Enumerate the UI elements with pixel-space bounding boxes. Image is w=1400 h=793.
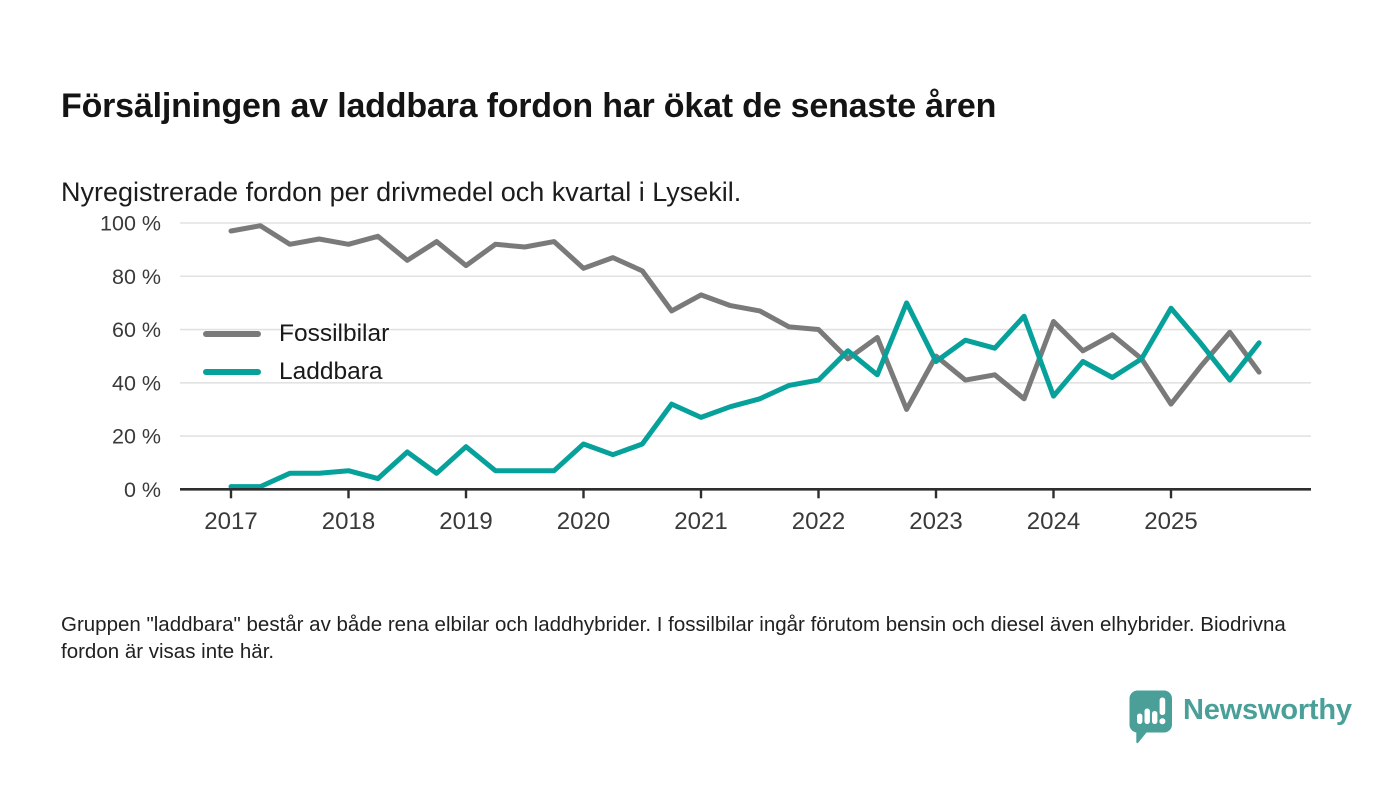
x-tick-label: 2018: [321, 508, 376, 535]
x-tick-label: 2017: [204, 508, 258, 535]
y-tick-label: 100 %: [100, 211, 161, 236]
legend-label-fossilbilar: Fossilbilar: [279, 320, 390, 347]
y-tick-label: 80 %: [111, 264, 161, 289]
legend-swatch-laddbara: [203, 369, 261, 376]
x-tick-label: 2020: [556, 508, 611, 535]
chart-legend: [203, 315, 389, 391]
y-tick-label: 40 %: [111, 371, 161, 396]
x-tick-label: 2024: [1026, 508, 1081, 535]
y-tick-label: 20 %: [111, 424, 161, 449]
y-tick-label: 0 %: [123, 477, 161, 502]
x-tick-label: 2022: [791, 508, 846, 535]
newsworthy-logo-icon: [1129, 690, 1173, 748]
legend-swatch-fossilbilar: [203, 331, 261, 338]
x-tick-label: 2019: [439, 508, 493, 535]
y-tick-label: 60 %: [111, 318, 161, 343]
x-tick-label: 2025: [1144, 508, 1198, 535]
x-tick-label: 2021: [674, 508, 728, 535]
speech-bubble-shape: [1130, 691, 1173, 744]
newsworthy-logo: [1129, 690, 1352, 748]
x-tick-label: 2023: [909, 508, 963, 535]
chart-subtitle: Nyregistrerade fordon per drivmedel och kvartal i Lysekil.: [61, 177, 742, 207]
legend-label-laddbara: Laddbara: [279, 358, 383, 385]
page-title: Försäljningen av laddbara fordon har ökat de senaste åren: [61, 86, 997, 125]
legend-item-laddbara: [203, 353, 389, 391]
legend-item-fossilbilar: [203, 315, 389, 353]
chart-footnote: Gruppen "laddbara" består av både rena elbilar och laddhybrider. I fossilbilar ingår förutom bensin och diesel även elhybrider. Biodrivna fordon är visas inte här.: [61, 612, 1286, 663]
newsworthy-logo-text: Newsworthy: [1183, 694, 1352, 726]
